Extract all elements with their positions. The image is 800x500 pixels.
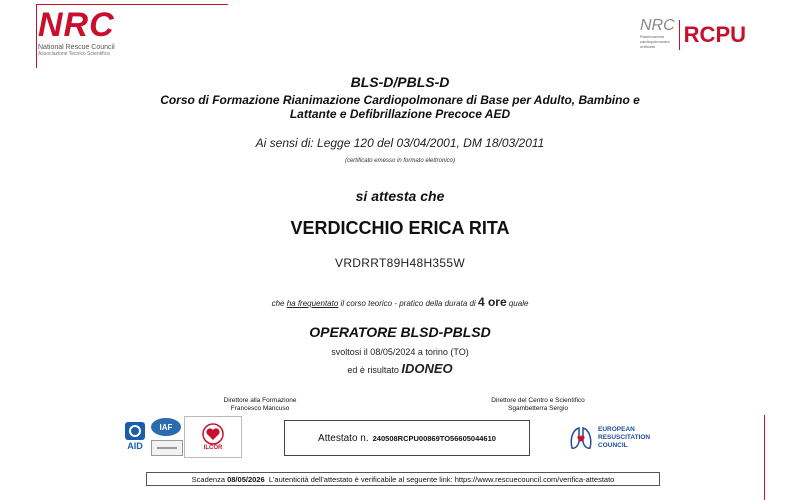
nrc-logo	[38, 8, 138, 63]
rcpu-logo	[640, 18, 770, 54]
signature-right-name: Sgambetterra Sergio	[508, 405, 568, 412]
signature-right-title: Direttore del Centro e Scientifico	[491, 397, 585, 404]
rcpu-logo-small3: unificata	[640, 44, 655, 49]
attendance-statement	[0, 295, 800, 309]
course-hours: 4 ore	[477, 295, 507, 309]
attestato-code: 240508RCPU00869TO56605044610	[372, 433, 496, 443]
scadenza-label: Scadenza	[191, 474, 225, 484]
nrc-logo-letters: NRC	[38, 6, 115, 44]
rcpu-divider	[679, 20, 680, 50]
freq-post: quale	[506, 299, 529, 308]
attesta-heading: si attesta che	[355, 188, 445, 204]
erc-line2: RESUSCITATION	[598, 434, 651, 441]
electronic-note: (certificato emesso in formato elettronico)	[344, 158, 456, 164]
course-subtitle	[0, 93, 800, 121]
verification-text: L'autenticità dell'attestato è verificabile al seguente link: https://www.rescuecouncil.com/verifica-attestato	[268, 474, 615, 484]
course-title: BLS-D/PBLS-D	[350, 74, 450, 90]
signature-left-name: Francesco Mancuso	[230, 405, 290, 412]
result-pre: ed è risultato	[347, 365, 402, 375]
erc-logo	[568, 420, 668, 456]
certification-badge	[151, 440, 183, 456]
frame-left-line	[36, 4, 37, 68]
certification-badge-mark	[157, 447, 177, 449]
aid-logo	[122, 416, 148, 456]
scadenza-date: 08/05/2026	[227, 474, 265, 484]
signature-right	[478, 397, 598, 413]
nrc-logo-line2: Associazione Tecnico Scientifica	[38, 51, 110, 57]
law-reference: Ai sensi di: Legge 120 del 03/04/2001, DM 18/03/2011	[255, 136, 545, 150]
signature-left	[200, 397, 320, 413]
fiscal-code: VRDRRT89H48H355W	[335, 256, 465, 270]
iaf-logo	[151, 418, 181, 436]
course-date-place: svoltosi il 08/05/2024 a torino (TO)	[331, 347, 469, 357]
frame-top-left-line	[36, 4, 228, 5]
attestato-number-box	[284, 420, 530, 456]
signature-left-title: Direttore alla Formazione	[223, 397, 297, 404]
freq-mid: il corso teorico - pratico della durata di	[338, 299, 478, 308]
erc-line1: EUROPEAN	[598, 426, 635, 433]
erc-line3: COUNCIL	[598, 442, 628, 449]
rcpu-logo-small2: cardiopolmonare	[640, 39, 670, 44]
freq-underlined: ha frequentato	[286, 299, 339, 308]
course-subtitle-line2: Lattante e Defibrillazione Precoce AED	[289, 107, 511, 121]
attestato-label: Attestato n.	[318, 432, 369, 444]
rcpu-logo-small1: Rianimazione	[640, 34, 665, 39]
role-title: OPERATORE BLSD-PBLSD	[309, 324, 491, 340]
course-subtitle-line1: Corso di Formazione Rianimazione Cardiopolmonare di Base per Adulto, Bambino e	[160, 93, 640, 107]
nrc-logo-line1: National Rescue Council	[38, 44, 115, 51]
iaf-logo-text: IAF	[159, 422, 173, 432]
ilcor-logo-text: ILCOR	[203, 444, 223, 451]
erc-lungs-icon	[568, 424, 594, 452]
ilcor-heart-icon	[200, 423, 226, 445]
rcpu-logo-name: RCPU	[683, 22, 747, 47]
freq-pre: che	[271, 299, 287, 308]
aid-logo-icon	[124, 421, 146, 441]
ilcor-logo	[184, 416, 242, 458]
rcpu-logo-nrc: NRC	[640, 17, 675, 34]
participant-name: VERDICCHIO ERICA RITA	[290, 218, 510, 238]
frame-right-line	[764, 415, 765, 500]
result-line	[0, 361, 800, 376]
result-value: IDONEO	[401, 361, 453, 376]
validity-footer	[146, 472, 660, 486]
aid-logo-text: AID	[127, 441, 143, 451]
